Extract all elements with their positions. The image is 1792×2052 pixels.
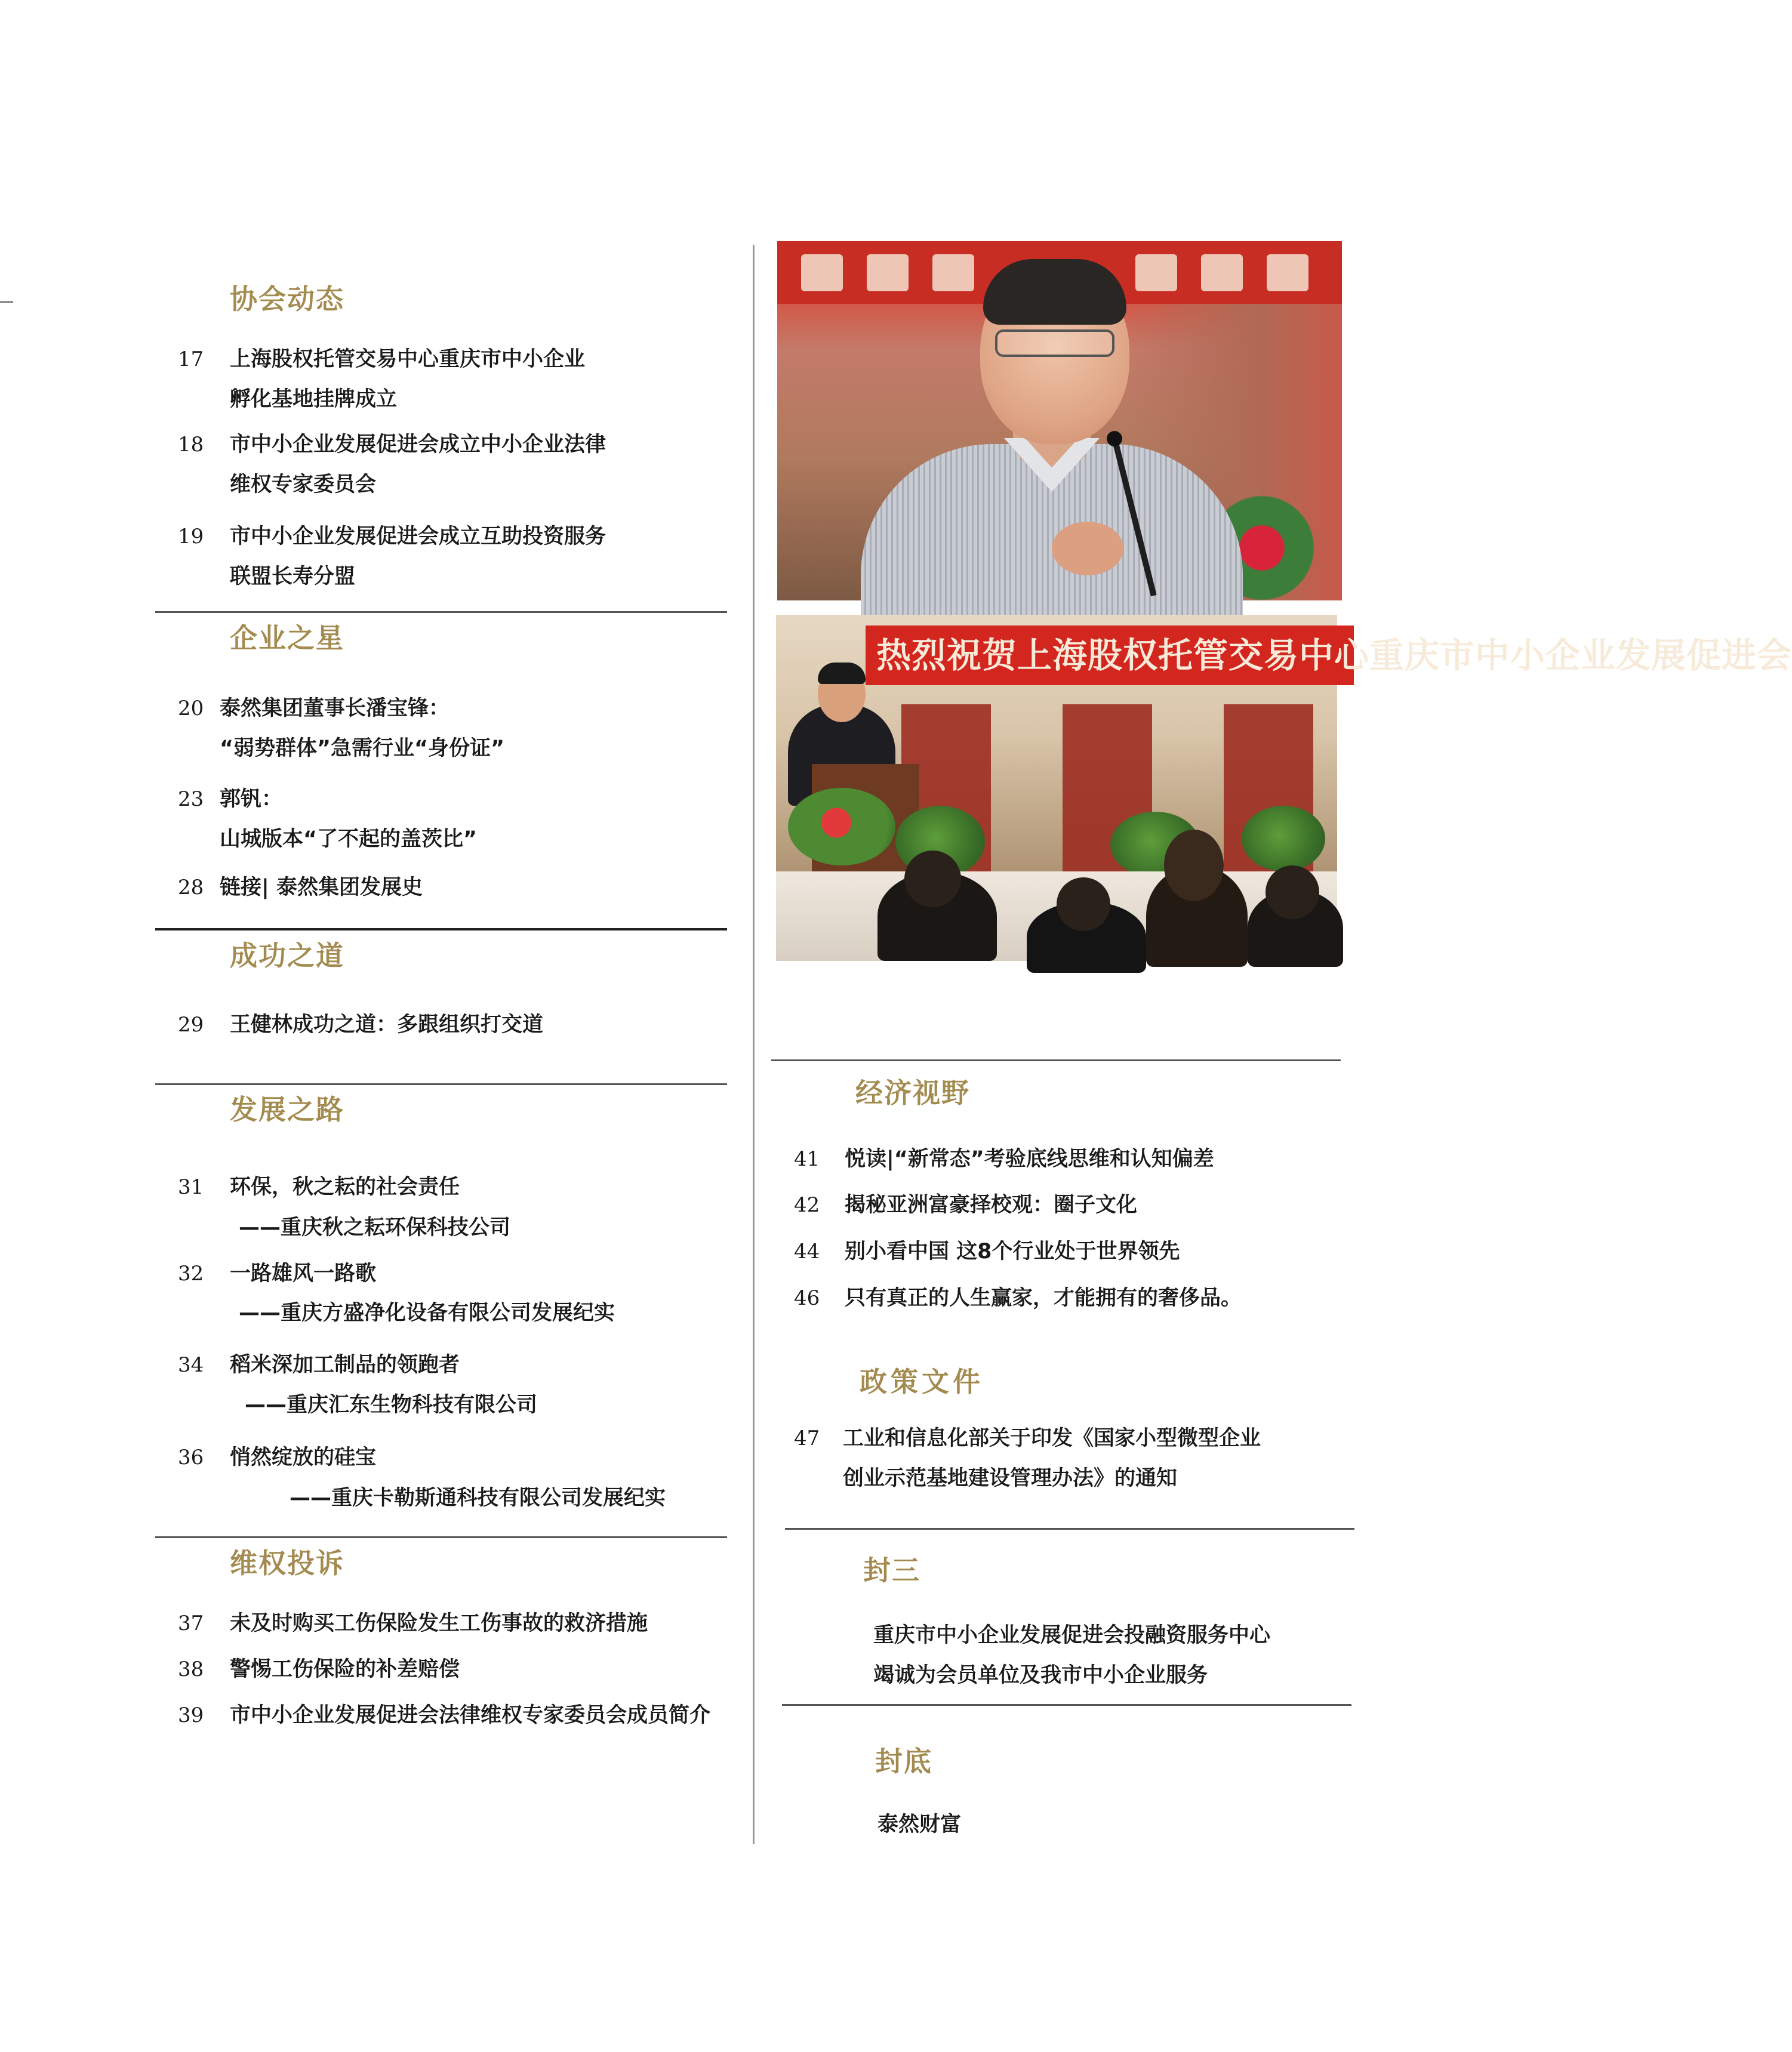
section-title-fazhan: 发展之路 xyxy=(230,1093,344,1126)
toc-entry-line[interactable]: 上海股权托管交易中心重庆市中小企业 xyxy=(230,347,586,371)
toc-page-number: 39 xyxy=(178,1703,204,1727)
toc-page-number: 38 xyxy=(178,1657,204,1681)
section-title-chenggong: 成功之道 xyxy=(230,939,344,972)
meeting-photo xyxy=(776,615,1792,961)
toc-entry-line[interactable]: 链接| 泰然集团发展史 xyxy=(220,876,423,899)
toc-page-number: 23 xyxy=(178,787,204,811)
toc-entry-subline[interactable]: ——重庆卡勒斯通科技有限公司发展纪实 xyxy=(290,1486,666,1510)
toc-entry-line[interactable]: 竭诚为会员单位及我市中小企业服务 xyxy=(873,1663,1208,1687)
toc-entry-line[interactable]: 悦读|“新常态”考验底线思维和认知偏差 xyxy=(845,1147,1214,1171)
toc-entry-line[interactable]: 悄然绽放的硅宝 xyxy=(230,1446,377,1469)
toc-entry-line[interactable]: 警惕工伤保险的补差赔偿 xyxy=(230,1657,460,1681)
toc-page-number: 44 xyxy=(794,1240,820,1264)
toc-page-number: 31 xyxy=(178,1175,204,1199)
section-divider xyxy=(155,611,727,613)
speaker-photo xyxy=(777,241,1342,600)
toc-page-number: 36 xyxy=(178,1446,204,1469)
toc-page-number: 47 xyxy=(794,1426,820,1450)
toc-entry-line[interactable]: 市中小企业发展促进会法律维权专家委员会成员简介 xyxy=(230,1703,711,1727)
section-divider xyxy=(155,1083,727,1085)
section-title-fengdi: 封底 xyxy=(875,1745,932,1777)
toc-entry-line[interactable]: 泰然集团董事长潘宝锋： xyxy=(220,697,450,720)
toc-entry-line[interactable]: 联盟长寿分盟 xyxy=(230,565,356,589)
column-divider xyxy=(753,245,755,1844)
toc-page-number: 29 xyxy=(178,1013,204,1037)
toc-entry-line[interactable]: 只有真正的人生赢家，才能拥有的奢侈品。 xyxy=(845,1286,1242,1310)
toc-page-number: 37 xyxy=(178,1612,204,1635)
toc-entry-line[interactable]: 别小看中国 这8个行业处于世界领先 xyxy=(845,1240,1180,1264)
section-divider xyxy=(155,1536,727,1538)
toc-entry-subline[interactable]: ——重庆秋之耘环保科技公司 xyxy=(239,1216,511,1240)
toc-entry-line[interactable]: 山城版本“了不起的盖茨比” xyxy=(220,827,478,851)
toc-entry-line[interactable]: 未及时购买工伤保险发生工伤事故的救济措施 xyxy=(230,1612,648,1635)
section-title-jingji: 经济视野 xyxy=(855,1077,970,1109)
toc-entry-subline[interactable]: ——重庆汇东生物科技有限公司 xyxy=(245,1393,538,1417)
section-divider xyxy=(155,928,727,931)
crop-mark xyxy=(0,301,13,303)
toc-entry-line[interactable]: “弱势群体”急需行业“身份证” xyxy=(220,737,505,760)
toc-page-number: 34 xyxy=(178,1353,204,1377)
section-divider xyxy=(771,1059,1341,1061)
toc-page-number: 18 xyxy=(178,433,204,457)
section-divider xyxy=(782,1704,1351,1706)
section-title-xiehui: 协会动态 xyxy=(230,283,344,315)
toc-entry-line[interactable]: 市中小企业发展促进会成立中小企业法律 xyxy=(230,433,606,457)
meeting-banner: 热烈祝贺上海股权托管交易中心重庆市中小企业发展促进会 xyxy=(866,626,1354,685)
toc-entry-subline[interactable]: ——重庆方盛净化设备有限公司发展纪实 xyxy=(239,1301,615,1325)
toc-page-number: 19 xyxy=(178,525,204,549)
toc-page-number: 32 xyxy=(178,1262,204,1286)
toc-page-number: 46 xyxy=(794,1286,820,1310)
toc-entry-line[interactable]: 稻米深加工制品的领跑者 xyxy=(230,1353,460,1377)
toc-page-number: 28 xyxy=(178,876,204,899)
toc-page-number: 41 xyxy=(794,1147,820,1171)
toc-entry-line[interactable]: 一路雄风一路歌 xyxy=(230,1262,377,1286)
section-divider xyxy=(785,1528,1354,1530)
toc-entry-line[interactable]: 揭秘亚洲富豪择校观：圈子文化 xyxy=(845,1193,1138,1217)
toc-entry-line[interactable]: 孵化基地挂牌成立 xyxy=(230,387,398,411)
toc-entry-line[interactable]: 王健林成功之道：多跟组织打交道 xyxy=(230,1013,544,1037)
section-title-fengsan: 封三 xyxy=(863,1554,920,1586)
toc-entry-line[interactable]: 工业和信息化部关于印发《国家小型微型企业 xyxy=(843,1426,1261,1450)
toc-entry-line[interactable]: 环保，秋之耘的社会责任 xyxy=(230,1175,460,1199)
section-title-weiquan: 维权投诉 xyxy=(230,1547,344,1579)
toc-entry-line[interactable]: 泰然财富 xyxy=(877,1813,962,1837)
toc-entry-line[interactable]: 创业示范基地建设管理办法》的通知 xyxy=(843,1466,1178,1490)
section-title-zhengce: 政策文件 xyxy=(860,1366,984,1398)
toc-entry-line[interactable]: 重庆市中小企业发展促进会投融资服务中心 xyxy=(873,1623,1271,1647)
toc-entry-line[interactable]: 郭钒： xyxy=(220,787,283,811)
toc-page-number: 20 xyxy=(178,697,204,720)
toc-page-number: 42 xyxy=(794,1193,820,1217)
toc-entry-line[interactable]: 维权专家委员会 xyxy=(230,473,377,497)
toc-entry-line[interactable]: 市中小企业发展促进会成立互助投资服务 xyxy=(230,525,606,549)
toc-page-number: 17 xyxy=(178,347,204,371)
section-title-qiye: 企业之星 xyxy=(230,622,344,654)
